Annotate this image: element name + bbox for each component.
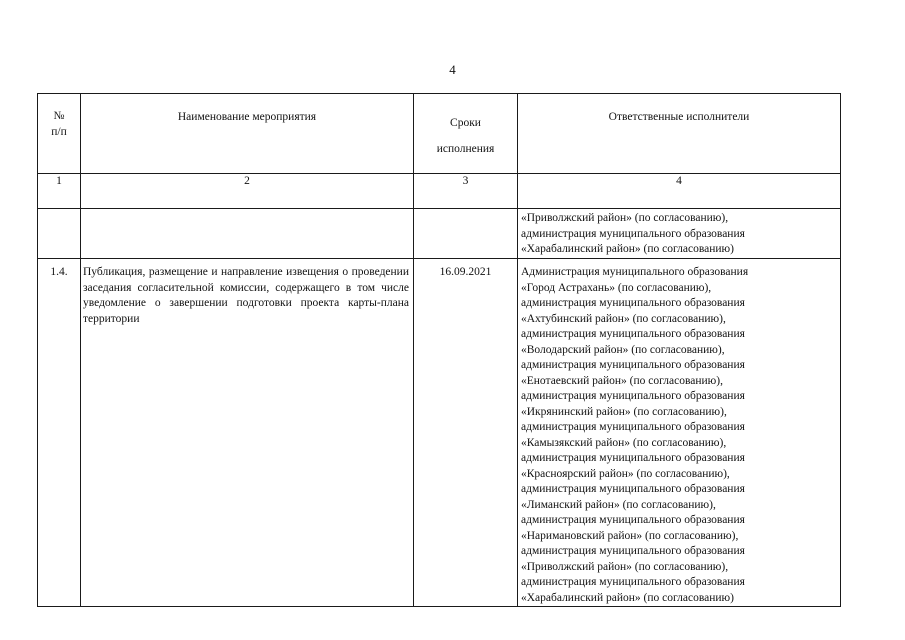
row-num: 1.4. — [38, 259, 81, 607]
header-date — [414, 94, 518, 174]
responsible-line: администрация муниципального образования — [521, 576, 745, 588]
plan-table — [37, 93, 841, 607]
responsible-line: администрация муниципального образования — [521, 483, 745, 495]
row-date: 16.09.2021 — [414, 259, 518, 607]
responsible-line: «Приволжский район» (по согласованию), — [521, 212, 729, 224]
header-num-line-2: п/п — [51, 126, 67, 138]
column-index-4: 4 — [518, 174, 841, 209]
responsible-line: администрация муниципального образования — [521, 421, 745, 433]
row-name: Публикация, размещение и направление извещения о проведении заседания согласительной комиссии, содержащего в том числе уведомление о завершении подготовки проекта карты-плана территории — [81, 259, 414, 607]
continuation-responsible-cell — [518, 209, 841, 259]
page-number: 4 — [449, 62, 456, 77]
responsible-line: «Харабалинский район» (по согласованию) — [521, 591, 734, 604]
responsible-line: администрация муниципального образования — [521, 328, 745, 340]
responsible-line: «Наримановский район» (по согласованию), — [521, 529, 739, 542]
header-num-line-1: № — [53, 110, 65, 122]
responsible-line: Администрация муниципального образования — [521, 266, 749, 278]
column-index-row — [38, 174, 841, 209]
table-row — [38, 209, 841, 259]
responsible-line: администрация муниципального образования — [521, 390, 745, 402]
responsible-line: «Красноярский район» (по согласованию), — [521, 467, 730, 480]
column-index-3: 3 — [414, 174, 518, 209]
table-header-row — [38, 94, 841, 174]
responsible-line: «Икрянинский район» (по согласованию), — [521, 405, 727, 418]
header-date-line-1: Сроки — [450, 117, 481, 129]
header-num — [38, 94, 81, 174]
responsible-line: администрация муниципального образования — [521, 545, 745, 557]
header-date-line-2: исполнения — [436, 143, 495, 155]
continuation-name-cell — [81, 209, 414, 259]
responsible-line: «Володарский район» (по согласованию), — [521, 343, 725, 356]
responsible-line: «Приволжский район» (по согласованию), — [521, 560, 729, 573]
continuation-num-cell — [38, 209, 81, 259]
responsible-line: «Енотаевский район» (по согласованию), — [521, 374, 723, 387]
responsible-line: администрация муниципального образования — [521, 359, 745, 371]
responsible-line: администрация муниципального образования — [521, 297, 745, 309]
continuation-date-cell — [414, 209, 518, 259]
row-responsible — [518, 259, 841, 607]
column-index-2: 2 — [81, 174, 414, 209]
column-index-1: 1 — [38, 174, 81, 209]
table-row — [38, 259, 841, 607]
responsible-line: администрация муниципального образования — [521, 227, 745, 240]
header-responsible: Ответственные исполнители — [518, 94, 841, 174]
responsible-line: «Харабалинский район» (по согласованию) — [521, 243, 734, 255]
responsible-line: администрация муниципального образования — [521, 452, 745, 464]
responsible-line: «Камызякский район» (по согласованию), — [521, 436, 727, 449]
responsible-line: администрация муниципального образования — [521, 514, 745, 526]
header-name: Наименование мероприятия — [81, 94, 414, 174]
responsible-line: «Город Астрахань» (по согласованию), — [521, 281, 712, 294]
responsible-line: «Ахтубинский район» (по согласованию), — [521, 312, 726, 325]
responsible-line: «Лиманский район» (по согласованию), — [521, 498, 716, 511]
